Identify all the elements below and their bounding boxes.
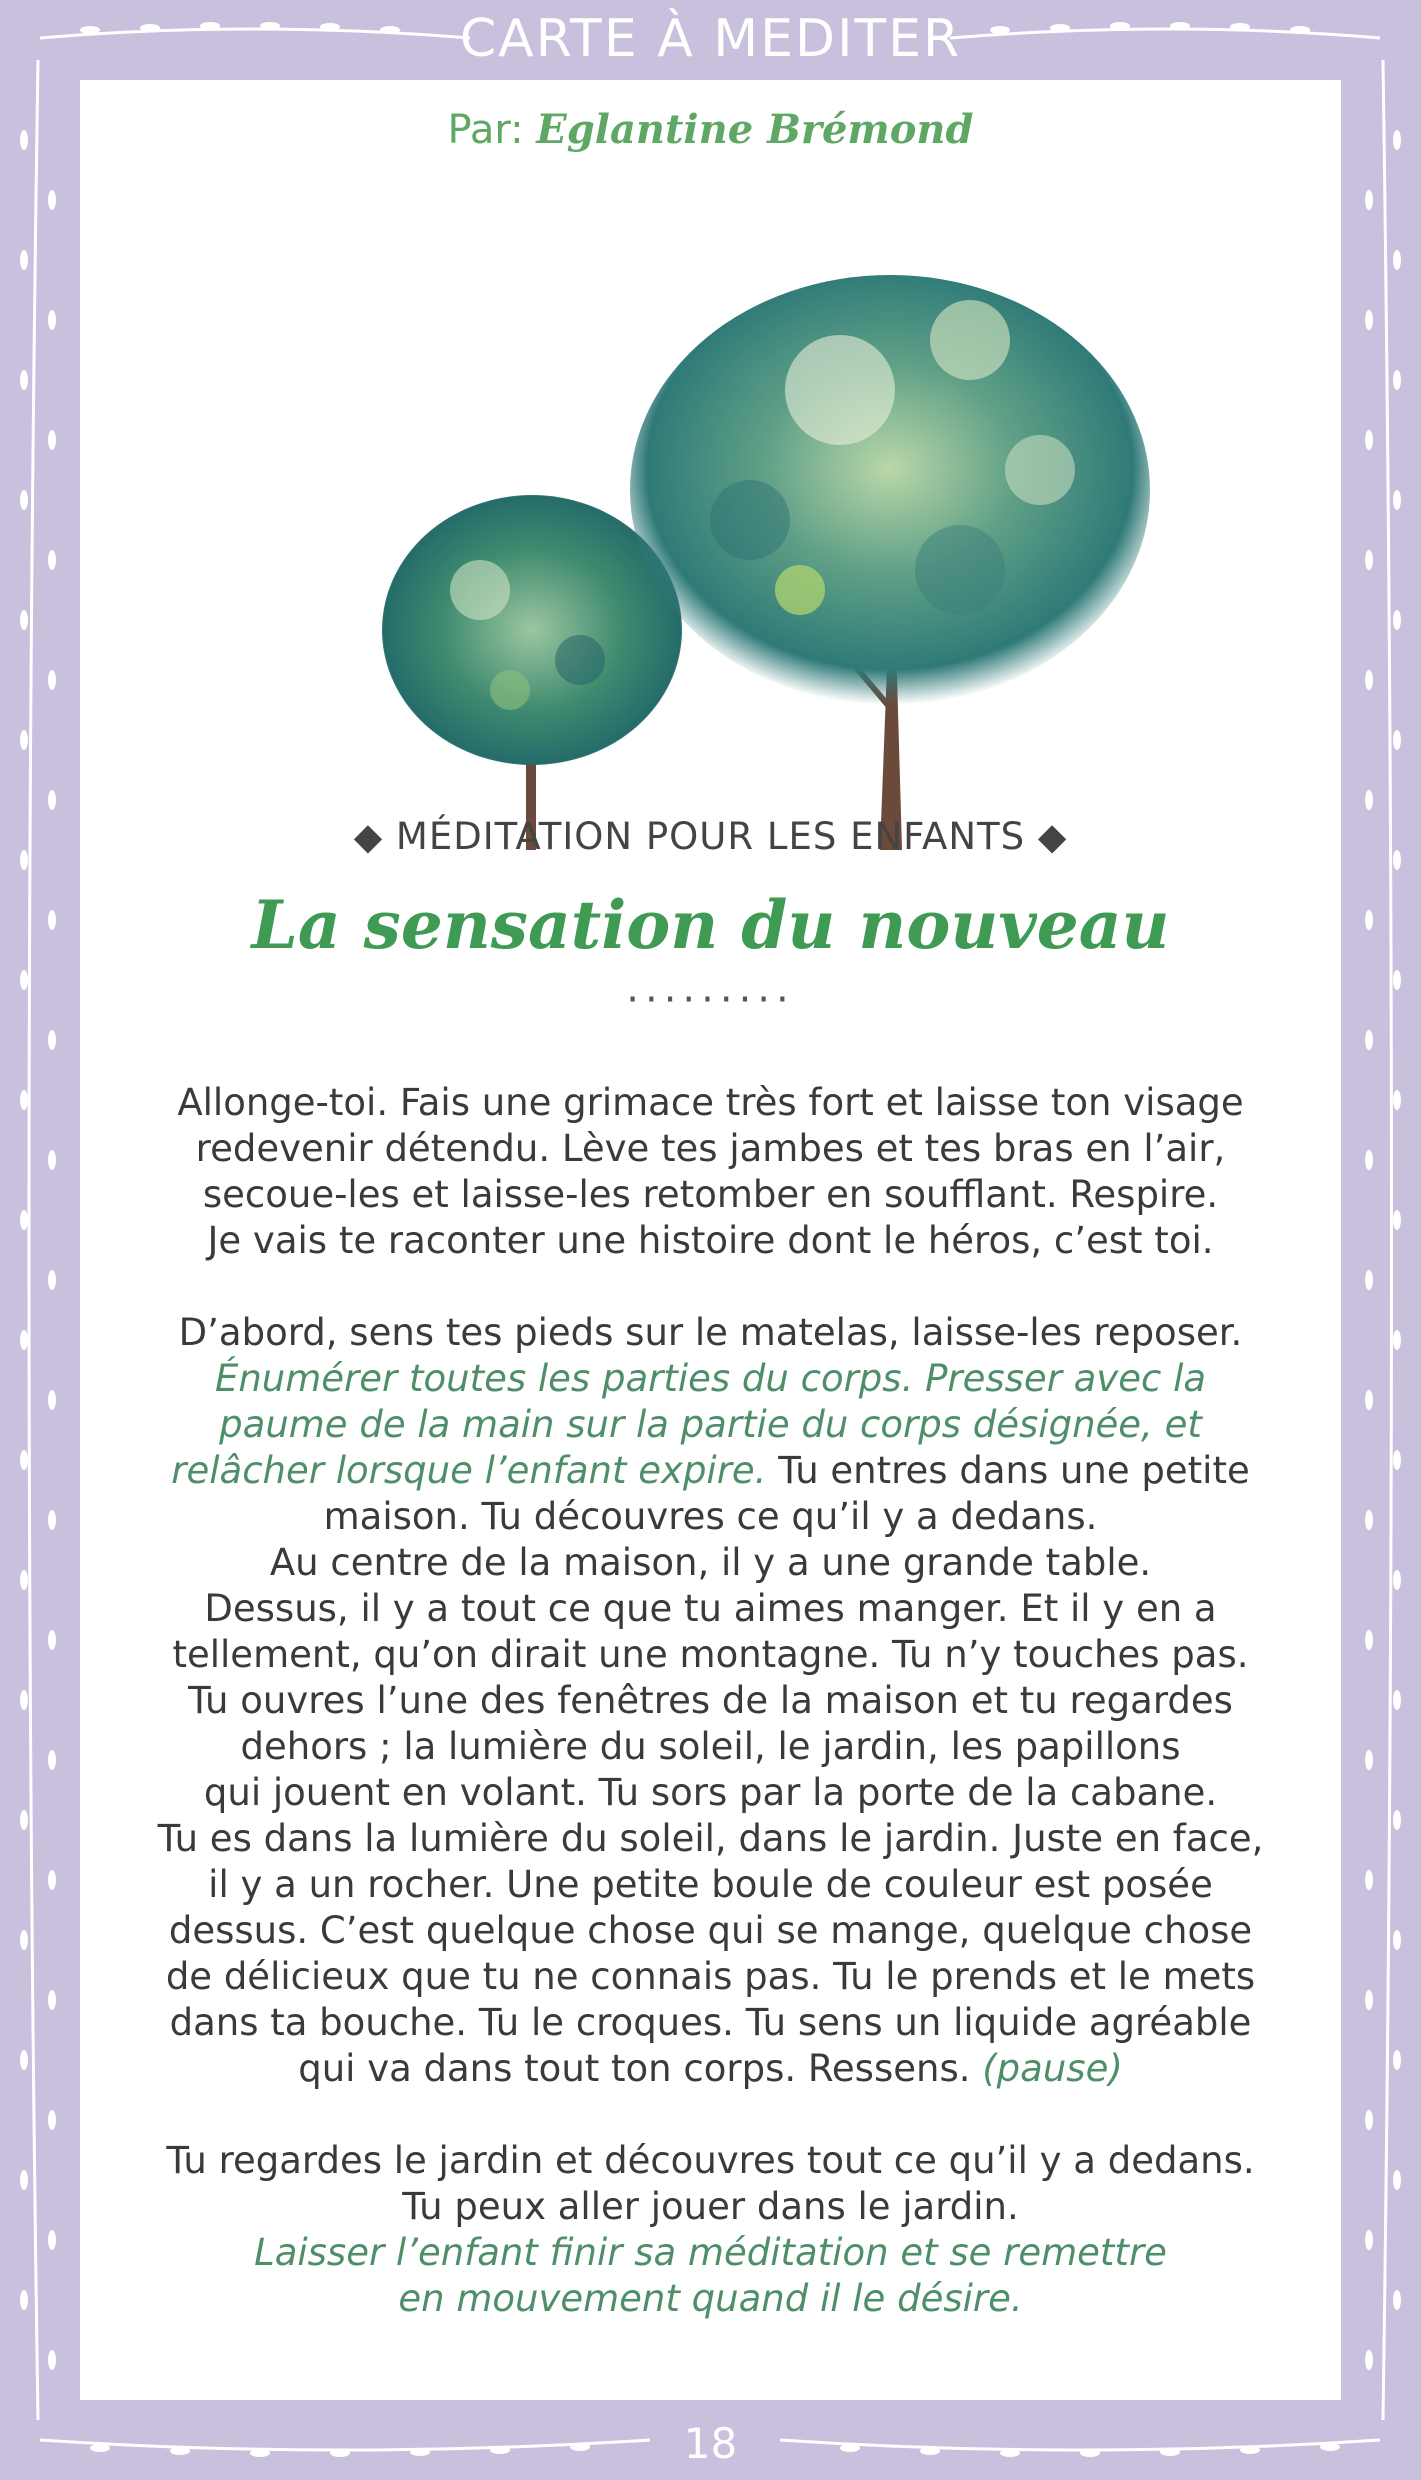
text-line: dans ta bouche. Tu le croques. Tu sens un liquide agréable xyxy=(169,2001,1252,2044)
category-subtitle: ◆ MÉDITATION POUR LES ENFANTS ◆ xyxy=(353,815,1068,858)
text-line: maison. Tu découvres ce qu’il y a dedans. xyxy=(323,1495,1098,1538)
author-name: Eglantine Brémond xyxy=(536,106,974,153)
text-line: Tu entres dans une petite xyxy=(766,1449,1250,1492)
text-line: redevenir détendu. Lève tes jambes et tes bras en l’air, xyxy=(195,1127,1226,1170)
page-number: 18 xyxy=(683,2419,738,2468)
text-line: D’abord, sens tes pieds sur le matelas, laisse-les reposer. xyxy=(178,1311,1243,1354)
text-line: il y a un rocher. Une petite boule de couleur est posée xyxy=(208,1863,1213,1906)
text-line: dessus. C’est quelque chose qui se mange, quelque chose xyxy=(168,1909,1253,1952)
text-line: tellement, qu’on dirait une montagne. Tu n’y touches pas. xyxy=(172,1633,1249,1676)
text-line: Tu regardes le jardin et découvres tout ce qu’il y a dedans. xyxy=(166,2139,1255,2182)
instruction-line: Laisser l’enfant finir sa méditation et se remettre xyxy=(254,2231,1167,2274)
text-line: Dessus, il y a tout ce que tu aimes manger. Et il y en a xyxy=(204,1587,1217,1630)
text-line: dehors ; la lumière du soleil, le jardin, les papillons xyxy=(240,1725,1181,1768)
instruction-line: relâcher lorsque l’enfant expire. xyxy=(171,1449,767,1492)
text-line: Tu es dans la lumière du soleil, dans le jardin. Juste en face, xyxy=(157,1817,1264,1860)
author-prefix: Par: xyxy=(447,107,537,153)
paragraph-ending xyxy=(110,2138,1311,2322)
trees-illustration xyxy=(280,190,1230,870)
instruction-line: en mouvement quand il le désire. xyxy=(398,2277,1023,2320)
text-line: Tu ouvres l’une des fenêtres de la maison et tu regardes xyxy=(188,1679,1233,1722)
text-line: Tu peux aller jouer dans le jardin. xyxy=(402,2185,1019,2228)
instruction-line: paume de la main sur la partie du corps désignée, et xyxy=(219,1403,1202,1446)
text-line: de délicieux que tu ne connais pas. Tu le prends et le mets xyxy=(165,1955,1256,1998)
text-line: qui jouent en volant. Tu sors par la porte de la cabane. xyxy=(203,1771,1218,1814)
dotted-separator: ········· xyxy=(626,977,795,1023)
text-line: Au centre de la maison, il y a une grande table. xyxy=(269,1541,1152,1584)
meditation-text xyxy=(110,1080,1311,2368)
meditation-card xyxy=(80,80,1341,2400)
author-line xyxy=(80,100,1341,160)
paragraph-intro xyxy=(110,1080,1311,1264)
text-line: Je vais te raconter une histoire dont le héros, c’est toi. xyxy=(207,1219,1214,1262)
text-line: Allonge-toi. Fais une grimace très fort et laisse ton visage xyxy=(177,1081,1244,1124)
text-line: secoue-les et laisse-les retomber en soufflant. Respire. xyxy=(202,1173,1219,1216)
meditation-title: La sensation du nouveau xyxy=(251,886,1170,964)
instruction-line: Énumérer toutes les parties du corps. Presser avec la xyxy=(214,1357,1207,1400)
text-line: qui va dans tout ton corps. Ressens. xyxy=(298,2047,983,2090)
pause-note: (pause) xyxy=(982,2047,1123,2090)
paragraph-story xyxy=(110,1310,1311,2092)
header-title: CARTE À MEDITER xyxy=(459,9,962,69)
